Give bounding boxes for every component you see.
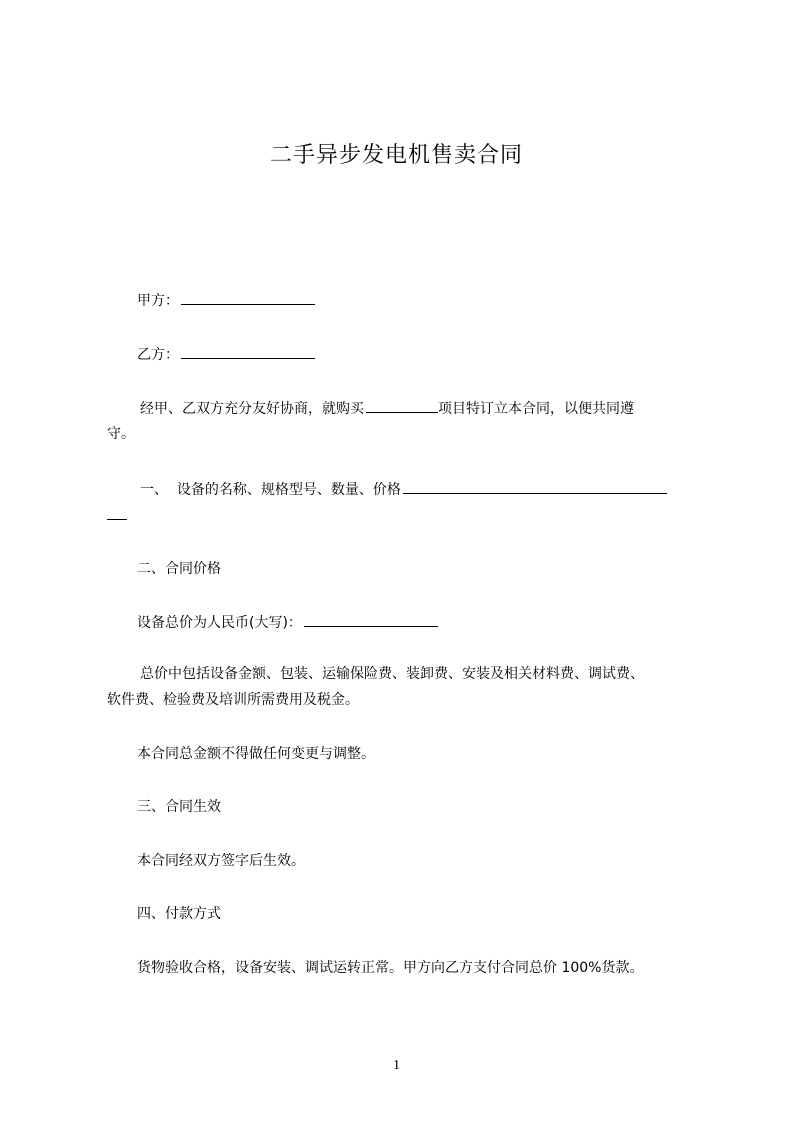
section-1-line — [140, 479, 667, 500]
equipment-details-blank-cont — [107, 505, 127, 520]
price-fixed-text: 本合同总金额不得做任何变更与调整。 — [137, 746, 375, 762]
party-a-label: 甲方： — [137, 293, 179, 309]
intro-text-1: 经甲、乙双方充分友好协商，就购买 — [140, 401, 364, 417]
price-includes-line-1: 总价中包括设备金额、包装、运输保险费、装卸费、安装及相关材料费、调试费、 — [140, 666, 644, 682]
price-includes-line-2: 软件费、检验费及培训所需费用及税金。 — [107, 692, 359, 708]
section-4-heading: 四、付款方式 — [137, 906, 221, 922]
party-a-line — [137, 290, 315, 311]
section-2-heading: 二、合同价格 — [137, 561, 221, 577]
section-1-continuation — [107, 505, 127, 526]
total-price-blank — [304, 612, 438, 627]
party-b-blank — [181, 344, 315, 359]
equipment-details-blank — [403, 479, 667, 494]
intro-text-2: 项目特订立本合同，以便共同遵 — [438, 401, 634, 417]
section-1-heading: 一、 设备的名称、规格型号、数量、价格 — [140, 482, 401, 498]
intro-text-3: 守。 — [107, 426, 135, 442]
total-price-label: 设备总价为人民币(大写)： — [137, 615, 302, 631]
document-title: 二手异步发电机售卖合同 — [269, 143, 523, 168]
intro-line-2 — [107, 424, 135, 444]
purchase-item-blank — [366, 398, 438, 413]
section-3-heading: 三、合同生效 — [137, 799, 221, 815]
party-b-line — [137, 344, 315, 365]
effective-text: 本合同经双方签字后生效。 — [137, 853, 305, 869]
total-price-line — [137, 612, 438, 633]
payment-text: 货物验收合格，设备安装、调试运转正常。甲方向乙方支付合同总价 100%货款。 — [137, 960, 644, 976]
party-b-label: 乙方： — [137, 347, 179, 363]
intro-line-1 — [140, 398, 634, 419]
page-number: 1 — [393, 1058, 400, 1073]
party-a-blank — [181, 290, 315, 305]
